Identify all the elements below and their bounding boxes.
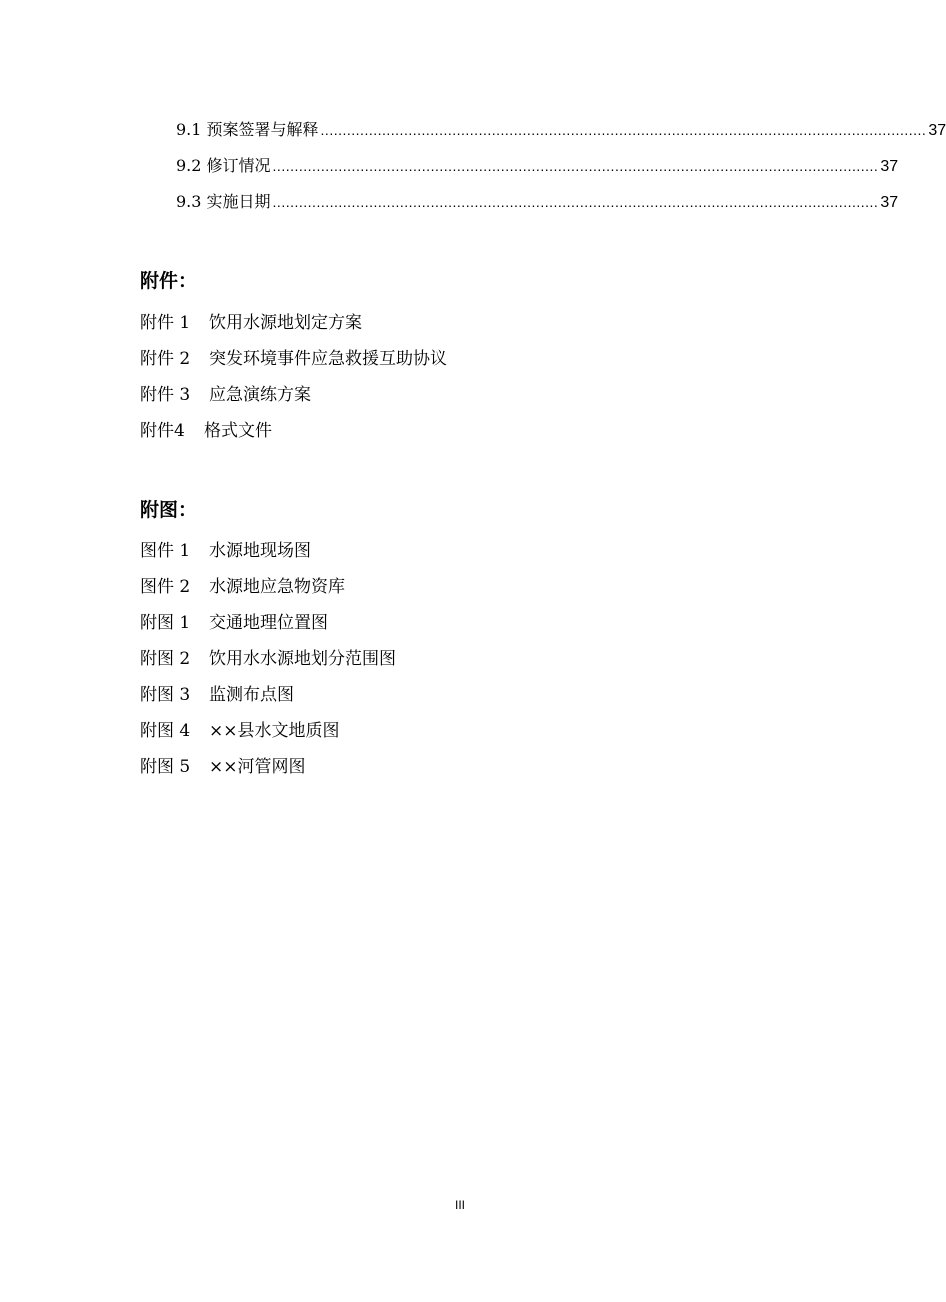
page-number: III	[454, 1198, 465, 1212]
toc-dot-leader: ..........................................................................................................................................	[320, 122, 927, 138]
toc-page-number: 37	[880, 194, 899, 211]
figure-number: 附图 1	[140, 613, 191, 633]
attachment-number: 附件 1	[140, 313, 191, 333]
attachment-item	[140, 311, 447, 347]
attachment-item	[140, 383, 447, 419]
attachments-heading: 附件：	[140, 270, 198, 292]
figure-title: 监测布点图	[209, 685, 294, 705]
attachment-item	[140, 419, 447, 455]
table-of-contents	[176, 118, 946, 226]
toc-entry-label: 9.1 预案签署与解释	[176, 120, 319, 139]
attachment-title: 应急演练方案	[209, 385, 311, 405]
figure-number: 图件 1	[140, 541, 191, 561]
figure-title: 饮用水水源地划分范围图	[209, 649, 396, 669]
figure-item	[140, 755, 396, 791]
attachment-item	[140, 347, 447, 383]
toc-entry-label: 9.3 实施日期	[176, 192, 271, 211]
figure-title: 水源地应急物资库	[209, 577, 345, 597]
figure-item	[140, 719, 396, 755]
figures-heading: 附图：	[140, 499, 198, 521]
figure-item	[140, 539, 396, 575]
figure-item	[140, 647, 396, 683]
toc-entry[interactable]	[176, 118, 946, 154]
toc-dot-leader: ..........................................................................................................................................	[272, 194, 879, 210]
attachment-title: 饮用水源地划定方案	[209, 313, 362, 333]
attachment-title: 突发环境事件应急救援互助协议	[209, 349, 447, 369]
toc-dot-leader: ..........................................................................................................................................	[272, 158, 879, 174]
figure-title: 交通地理位置图	[209, 613, 328, 633]
toc-page-number: 37	[880, 158, 899, 175]
figure-number: 附图 3	[140, 685, 191, 705]
attachment-number: 附件 3	[140, 385, 191, 405]
toc-entry-label: 9.2 修订情况	[176, 156, 271, 175]
toc-entry[interactable]	[176, 190, 899, 226]
toc-entry[interactable]	[176, 154, 899, 190]
toc-page-number: 37	[928, 122, 946, 139]
figure-number: 附图 5	[140, 757, 191, 777]
figure-item	[140, 683, 396, 719]
figure-item	[140, 575, 396, 611]
attachment-number: 附件 2	[140, 349, 191, 369]
figure-title: ××河管网图	[209, 757, 306, 777]
figure-item	[140, 611, 396, 647]
attachment-title: 格式文件	[204, 421, 272, 441]
figure-number: 图件 2	[140, 577, 191, 597]
attachments-list	[140, 311, 447, 455]
figure-title: ××县水文地质图	[209, 721, 340, 741]
figure-number: 附图 2	[140, 649, 191, 669]
figure-title: 水源地现场图	[209, 541, 311, 561]
figure-number: 附图 4	[140, 721, 191, 741]
figures-list	[140, 539, 396, 791]
attachment-number: 附件4	[140, 421, 185, 441]
